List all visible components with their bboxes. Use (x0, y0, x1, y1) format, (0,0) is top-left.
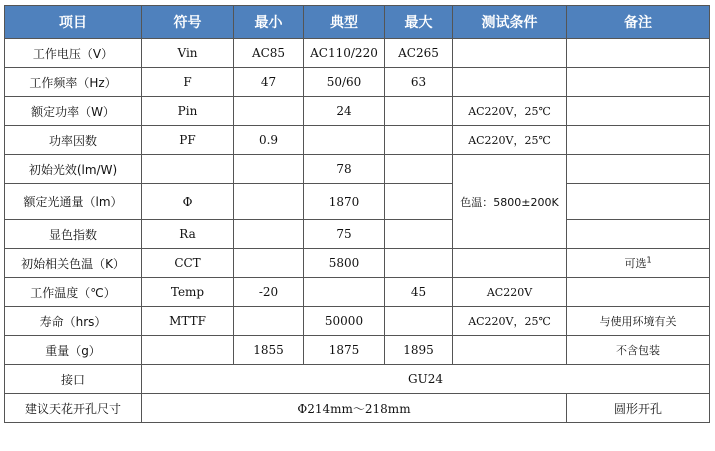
spec-table (4, 5, 710, 423)
table-row (5, 184, 710, 220)
condition-cell (453, 68, 567, 97)
item-cell: 显色指数 (5, 220, 142, 249)
condition-cell: AC220V，25℃ (453, 97, 567, 126)
min-cell: AC85 (234, 39, 304, 68)
table-row (5, 126, 710, 155)
max-cell: 63 (385, 68, 453, 97)
symbol-cell: PF (142, 126, 234, 155)
condition-cell (453, 249, 567, 278)
symbol-cell: Ra (142, 220, 234, 249)
note-cell (567, 220, 710, 249)
condition-cell: AC220V (453, 278, 567, 307)
header-note: 备注 (567, 6, 710, 39)
table-row (5, 97, 710, 126)
table-row (5, 220, 710, 249)
min-cell (234, 97, 304, 126)
table-row (5, 68, 710, 97)
item-cell: 重量（g） (5, 336, 142, 365)
symbol-cell (142, 336, 234, 365)
table-row (5, 39, 710, 68)
min-cell: 1855 (234, 336, 304, 365)
table-row (5, 365, 710, 394)
note-cell (567, 39, 710, 68)
typical-cell (304, 278, 385, 307)
table-row (5, 278, 710, 307)
max-cell (385, 249, 453, 278)
max-cell: AC265 (385, 39, 453, 68)
max-cell (385, 155, 453, 184)
table-row (5, 336, 710, 365)
header-typical: 典型 (304, 6, 385, 39)
item-cell: 工作温度（℃） (5, 278, 142, 307)
max-cell (385, 97, 453, 126)
typical-cell: 5800 (304, 249, 385, 278)
item-cell: 工作频率（Hz） (5, 68, 142, 97)
footnote-marker: 1 (646, 255, 652, 265)
header-item: 项目 (5, 6, 142, 39)
item-cell: 额定光通量（lm） (5, 184, 142, 220)
note-cell (567, 278, 710, 307)
typical-cell (304, 126, 385, 155)
min-cell (234, 184, 304, 220)
note-cell (567, 97, 710, 126)
typical-cell: 78 (304, 155, 385, 184)
max-cell (385, 126, 453, 155)
symbol-cell: MTTF (142, 307, 234, 336)
item-cell: 功率因数 (5, 126, 142, 155)
max-cell: 1895 (385, 336, 453, 365)
header-min: 最小 (234, 6, 304, 39)
condition-cell (453, 336, 567, 365)
note-cell (567, 68, 710, 97)
typical-cell: 24 (304, 97, 385, 126)
min-cell: 0.9 (234, 126, 304, 155)
note-cell (567, 155, 710, 184)
symbol-cell: CCT (142, 249, 234, 278)
table-row (5, 394, 710, 423)
min-cell (234, 220, 304, 249)
typical-cell: 1875 (304, 336, 385, 365)
condition-cell: AC220V，25℃ (453, 126, 567, 155)
item-cell: 接口 (5, 365, 142, 394)
symbol-cell: Φ (142, 184, 234, 220)
header-max: 最大 (385, 6, 453, 39)
min-cell (234, 155, 304, 184)
item-cell: 寿命（hrs） (5, 307, 142, 336)
max-cell (385, 307, 453, 336)
symbol-cell: Pin (142, 97, 234, 126)
typical-cell: 50000 (304, 307, 385, 336)
note-cell: 与使用环境有关 (567, 307, 710, 336)
symbol-cell: F (142, 68, 234, 97)
condition-cell: AC220V，25℃ (453, 307, 567, 336)
condition-cell (453, 39, 567, 68)
note-cell (567, 126, 710, 155)
min-cell: 47 (234, 68, 304, 97)
note-text: 可选 (624, 257, 647, 270)
item-cell: 初始光效(lm/W) (5, 155, 142, 184)
table-row (5, 307, 710, 336)
ceiling-hole-value-cell: Φ214mm～218mm (142, 394, 567, 423)
symbol-cell: Vin (142, 39, 234, 68)
item-cell: 建议天花开孔尺寸 (5, 394, 142, 423)
max-cell (385, 184, 453, 220)
note-cell (567, 249, 710, 278)
min-cell: -20 (234, 278, 304, 307)
header-test-condition: 测试条件 (453, 6, 567, 39)
min-cell (234, 249, 304, 278)
note-cell (567, 184, 710, 220)
min-cell (234, 307, 304, 336)
interface-value-cell: GU24 (142, 365, 710, 394)
max-cell: 45 (385, 278, 453, 307)
typical-cell: 75 (304, 220, 385, 249)
note-cell: 圆形开孔 (567, 394, 710, 423)
item-cell: 初始相关色温（K） (5, 249, 142, 278)
typical-cell: 50/60 (304, 68, 385, 97)
header-row (5, 6, 710, 39)
symbol-cell (142, 155, 234, 184)
item-cell: 额定功率（W） (5, 97, 142, 126)
header-symbol: 符号 (142, 6, 234, 39)
note-cell: 不含包装 (567, 336, 710, 365)
max-cell (385, 220, 453, 249)
item-cell: 工作电压（V） (5, 39, 142, 68)
table-row (5, 249, 710, 278)
merged-condition-cell: 色温：5800±200K (453, 155, 567, 249)
typical-cell: AC110/220 (304, 39, 385, 68)
typical-cell: 1870 (304, 184, 385, 220)
symbol-cell: Temp (142, 278, 234, 307)
table-row (5, 155, 710, 184)
